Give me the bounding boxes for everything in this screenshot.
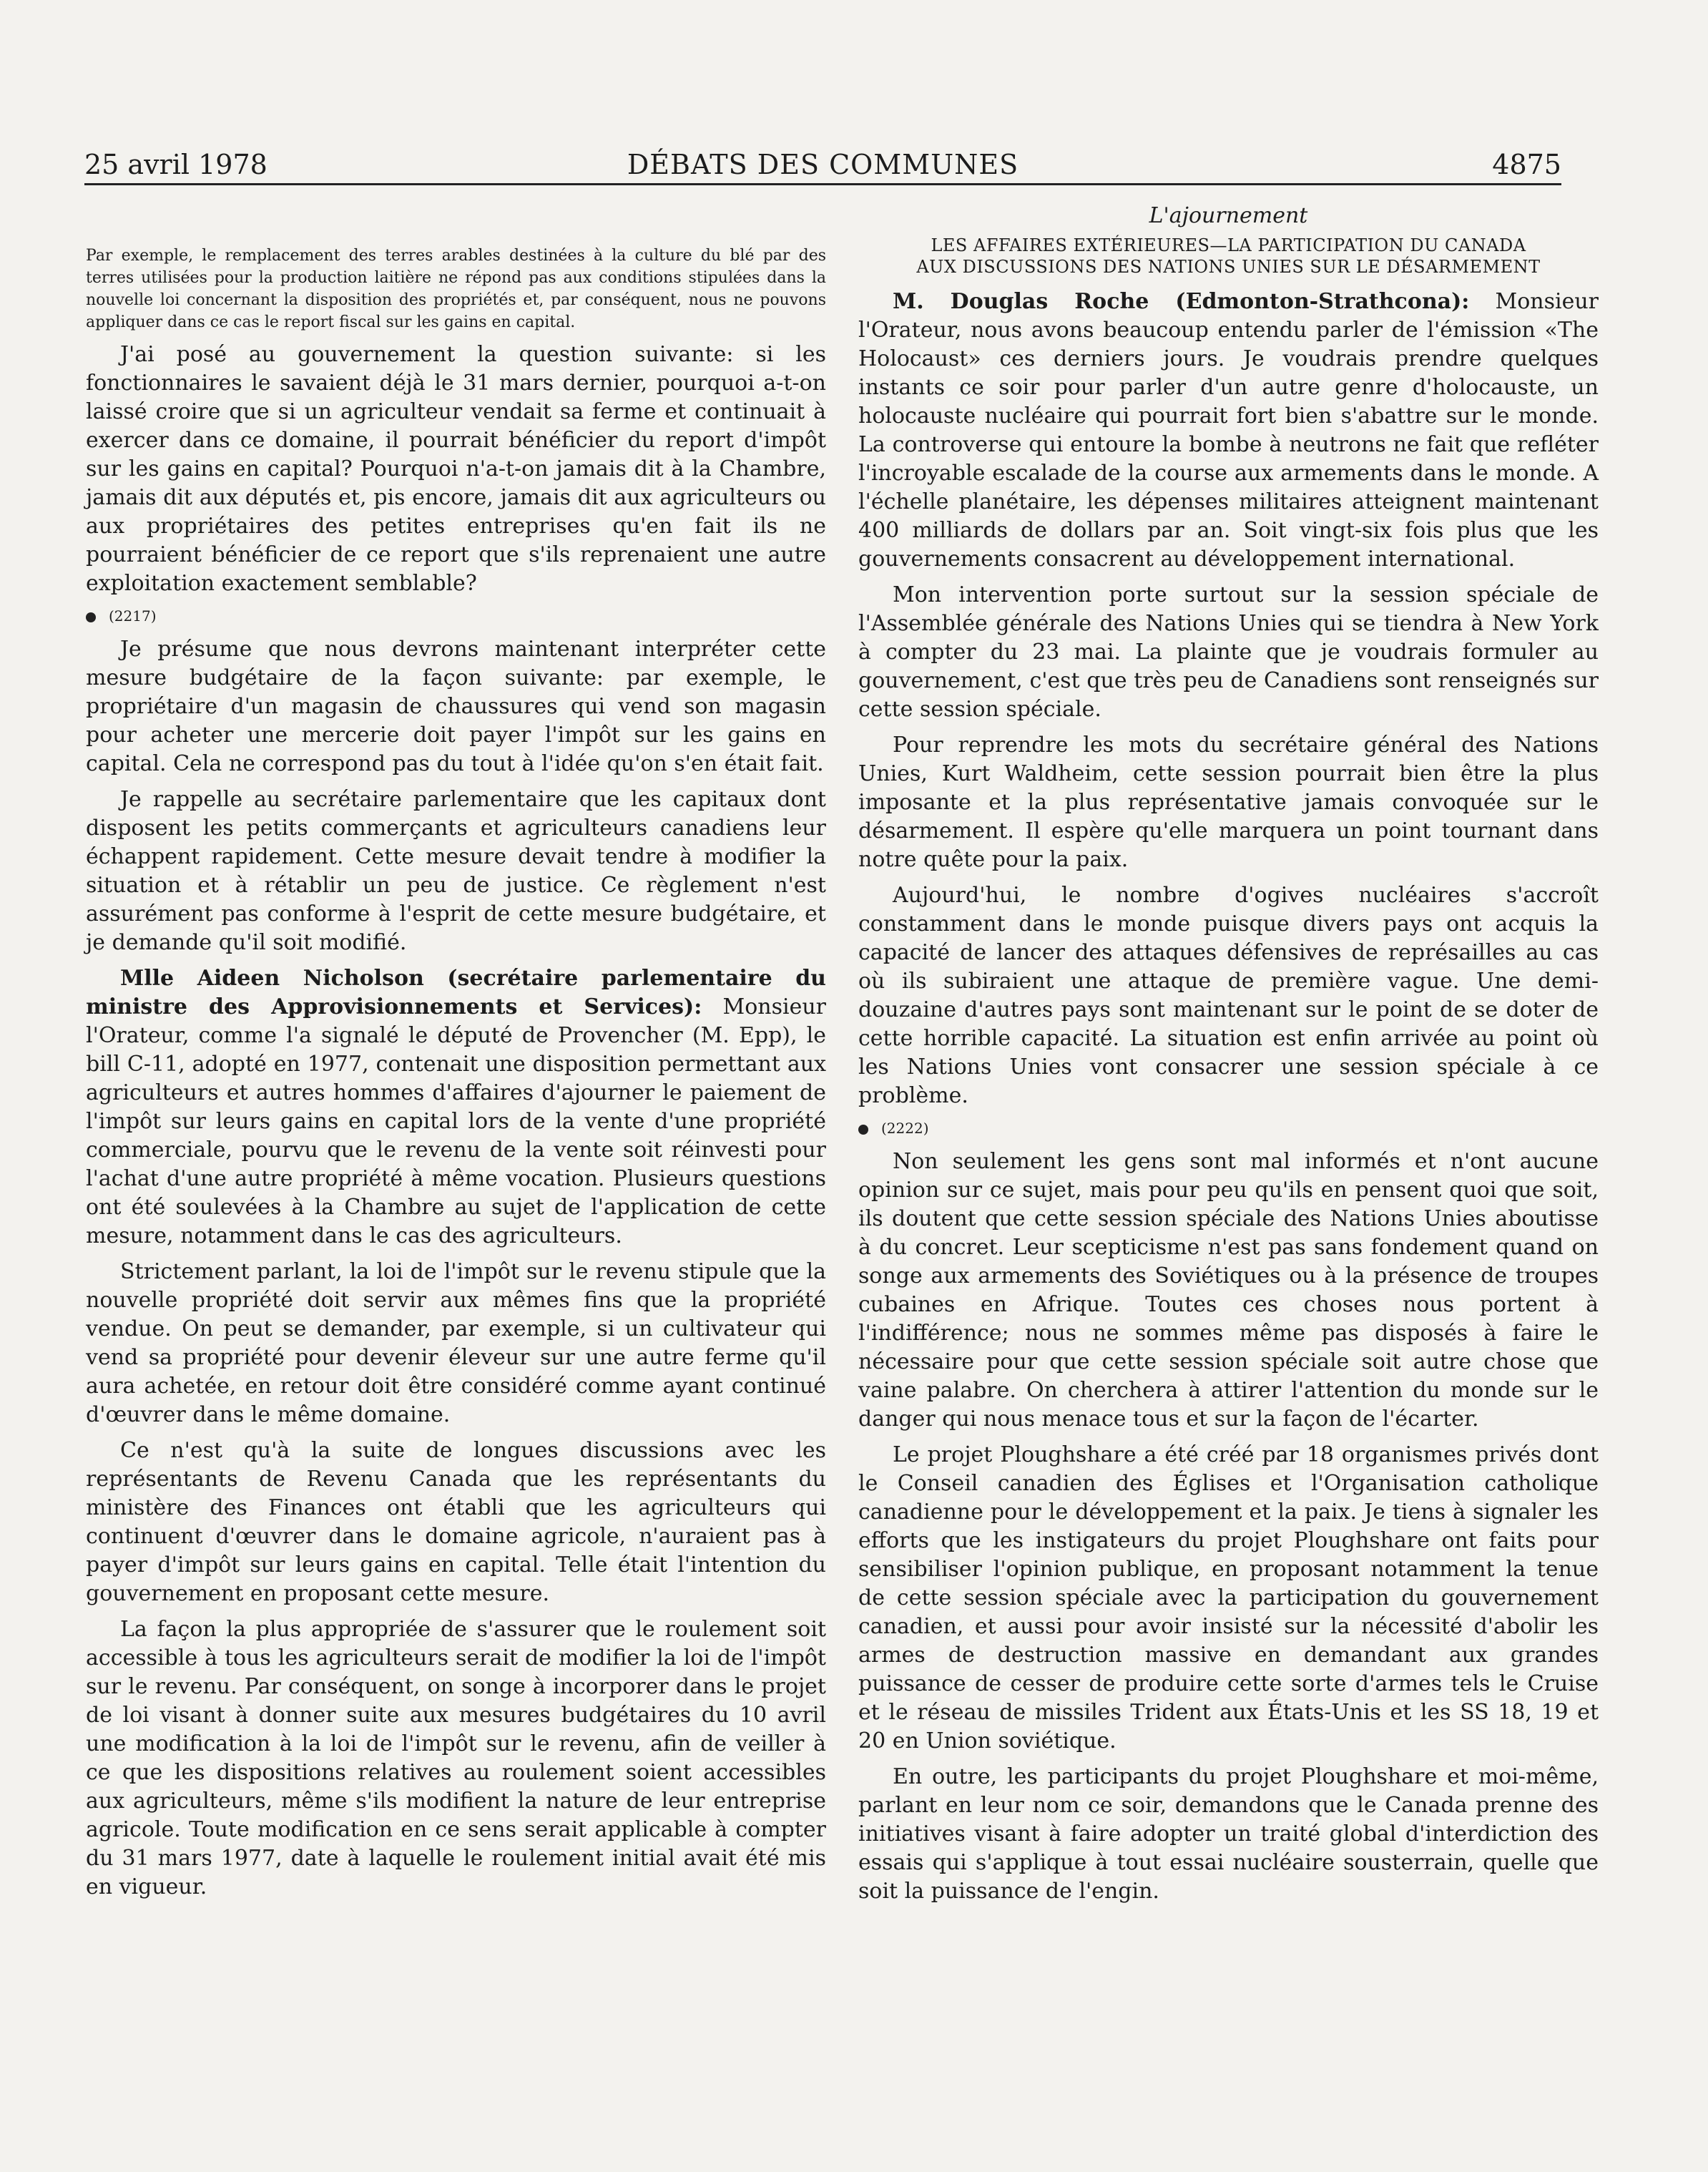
speech-paragraph [86,964,826,1251]
speech-text: Monsieur l'Orateur, comme l'a signalé le député de Provencher (M. Epp), le bill C-11, adopté en 1977, contenait une disposition permettant aux agriculteurs et autres hommes d'affaires d'ajourner le paiement de l'impôt sur leurs gains en capital lors de la vente d'une propriété commerciale, pourvu que le revenu de la vente soit réinvesti pour l'achat d'une autre propriété à même vocation. Plusieurs questions ont été soulevées à la Chambre au sujet de l'application de cette mesure, notamment dans le cas des agriculteurs. [86,994,827,1248]
paragraph: Mon intervention porte surtout sur la session spéciale de l'Assemblée générale des Nations Unies qui se tiendra à New York à compter du 23 mai. La plainte que je voudrais formuler au gouvernement, c'est que très peu de Canadiens sont renseignés sur cette session spéciale. [858,582,1599,722]
paragraph: Strictement parlant, la loi de l'impôt sur le revenu stipule que la nouvelle propriété doit servir aux mêmes fins que la propriété vendue. On peut se demander, par exemple, si un cultivateur qui vend sa propriété pour devenir éleveur sur une autre ferme qu'il aura achetée, en retour doit être considéré comme ayant continué d'œuvrer dans le même domaine. [86,1259,826,1427]
bullet-icon [86,612,96,622]
section-heading [858,235,1599,278]
section-heading-line: LES AFFAIRES EXTÉRIEURES—LA PARTICIPATION DU CANADA [931,235,1526,255]
paragraph: Non seulement les gens sont mal informés et n'ont aucune opinion sur ce sujet, mais pour peu qu'ils en pensent quoi que soit, ils doutent que cette session spéciale des Nations Unies aboutisse à du concret. Leur scepticisme n'est pas sans fondement quand on songe aux armements des Soviétiques ou à la présence de troupes cubaines en Afrique. Toutes ces choses nous portent à l'indifférence; nous ne sommes même pas disposés à faire le nécessaire pour que cette session spéciale soit autre chose que vaine palabre. On cherchera à attirer l'attention du monde sur le danger qui nous menace tous et sur la façon de l'écarter. [858,1149,1599,1432]
speaker-name: Mlle Aideen Nicholson (secrétaire parlementaire du ministre des Approvisionnements et Services): [86,966,826,1019]
paragraph: Ce n'est qu'à la suite de longues discussions avec les représentants de Revenu Canada que les représentants du ministère des Finances ont établi que les agriculteurs qui continuent d'œuvrer dans le domaine agricole, n'auraient pas à payer d'impôt sur leurs gains en capital. Telle était l'intention du gouvernement en proposant cette mesure. [86,1438,826,1606]
paragraph: La façon la plus appropriée de s'assurer que le roulement soit accessible à tous les agriculteurs serait de modifier la loi de l'impôt sur le revenu. Par conséquent, on songe à incorporer dans le projet de loi visant à donner suite aux mesures budgétaires du 10 avril une modification à la loi de l'impôt sur le revenu, afin de veiller à ce que les dispositions relatives au roulement soient accessibles aux agriculteurs, même s'ils modifient la nature de leur entreprise agricole. Toute modification en ce sens serait applicable à compter du 31 mars 1977, date à laquelle le roulement initial avait été mis en vigueur. [86,1617,826,1899]
header-page-number: 4875 [1492,149,1561,180]
page-header [84,143,1561,186]
section-title: L'ajournement [1149,203,1308,228]
paragraph: Le projet Ploughshare a été créé par 18 organismes privés dont le Conseil canadien des Églises et l'Organisation catholique canadienne pour le développement et la paix. Je tiens à signaler les efforts que les instigateurs du projet Ploughshare ont faits pour sensibiliser l'opinion publique, en proposant notamment la tenue de cette session spéciale avec la participation du gouvernement canadien, et aussi pour avoir insisté sur la nécessité d'abolir les armes de destruction massive en demandant aux grandes puissance de cesser de produire cette sorte d'armes tels le Cruise et le réseau de missiles Trident aux États-Unis et les SS 18, 19 et 20 en Union soviétique. [858,1442,1599,1753]
header-date: 25 avril 1978 [84,149,268,180]
paragraph: En outre, les participants du projet Ploughshare et moi-même, parlant en leur nom ce soir, demandons que le Canada prenne des initiatives visant à faire adopter un traité global d'interdiction des essais qui s'applique à tout essai nucléaire sousterrain, quelle que soit la puissance de l'engin. [858,1764,1599,1904]
paragraph: Je présume que nous devrons maintenant interpréter cette mesure budgétaire de la façon suivante: par exemple, le propriétaire d'un magasin de chaussures qui vend son magasin pour acheter une mercerie doit payer l'impôt sur les gains en capital. Cela ne correspond pas du tout à l'idée qu'on s'en était fait. [86,637,826,776]
speech-paragraph [858,288,1599,574]
paragraph: Je rappelle au secrétaire parlementaire que les capitaux dont disposent les petits commerçants et agriculteurs canadiens leur échappent rapidement. Cette mesure devait tendre à modifier la situation et à rétablir un peu de justice. Ce règlement n'est assurément pas conforme à l'esprit de cette mesure budgétaire, et je demande qu'il soit modifié. [86,787,826,955]
bullet-icon [858,1125,868,1135]
paragraph: Pour reprendre les mots du secrétaire général des Nations Unies, Kurt Waldheim, cette session pourrait bien être la plus imposante et la plus représentative jamais convoquée sur le désarmement. Il espère qu'elle marquera un point tournant dans notre quête pour la paix. [858,733,1599,872]
speech-text: Monsieur l'Orateur, nous avons beaucoup entendu parler de l'émission «The Holocaust» ces derniers jours. Je voudrais prendre quelques instants ce soir pour parler d'un autre genre d'holocauste, un holocauste nucléaire qui pourrait fort bien s'abattre sur le monde. La controverse qui entoure la bombe à neutrons ne fait que refléter l'incroyable escalade de la course aux armements dans le monde. A l'échelle planétaire, les dépenses militaires atteignent maintenant 400 milliards de dollars par an. Soit vingt-six fois plus que les gouvernements consacrent au développement international. [858,289,1599,572]
speaker-name: M. Douglas Roche (Edmonton-Strathcona): [893,289,1470,314]
time-marker [858,1117,1599,1139]
time-marker-label: (2222) [881,1120,929,1137]
header-rule [84,183,1561,185]
left-column [86,202,826,2079]
time-marker-label: (2217) [109,607,157,625]
paragraph: J'ai posé au gouvernement la question suivante: si les fonctionnaires le savaient déjà le 31 mars dernier, pourquoi a-t-on laissé croire que si un agriculteur vendait sa ferme et continuait à exercer dans ce domaine, il pourrait bénéficier du report d'impôt sur les gains en capital? Pourquoi n'a-t-on jamais dit à la Chambre, jamais dit aux députés et, pis encore, jamais dit aux agriculteurs ou aux propriétaires des petites entreprises qu'en fait ils ne pourraient bénéficier de ce report que s'ils reprenaient une autre exploitation exactement semblable? [86,342,826,596]
quoted-small-text: Par exemple, le remplacement des terres arables destinées à la culture du blé par des terres utilisées pour la production laitière ne répond pas aux conditions stipulées dans la nouvelle loi concernant la disposition des propriétés et, par conséquent, nous ne pouvons appliquer dans ce cas le report fiscal sur les gains en capital. [86,247,826,331]
time-marker [86,605,826,627]
right-column [858,202,1599,2079]
header-title: DÉBATS DES COMMUNES [627,149,1019,180]
section-heading-line: AUX DISCUSSIONS DES NATIONS UNIES SUR LE DÉSARMEMENT [916,257,1541,277]
paragraph: Aujourd'hui, le nombre d'ogives nucléaires s'accroît constamment dans le monde puisque divers pays ont acquis la capacité de lancer des attaques défensives de représailles au cas où ils subiraient une attaque de première vague. Une demi-douzaine d'autres pays sont maintenant sur le point de se doter de cette horrible capacité. La situation est enfin arrivée au point où les Nations Unies vont consacrer une session spéciale à ce problème. [858,883,1599,1108]
